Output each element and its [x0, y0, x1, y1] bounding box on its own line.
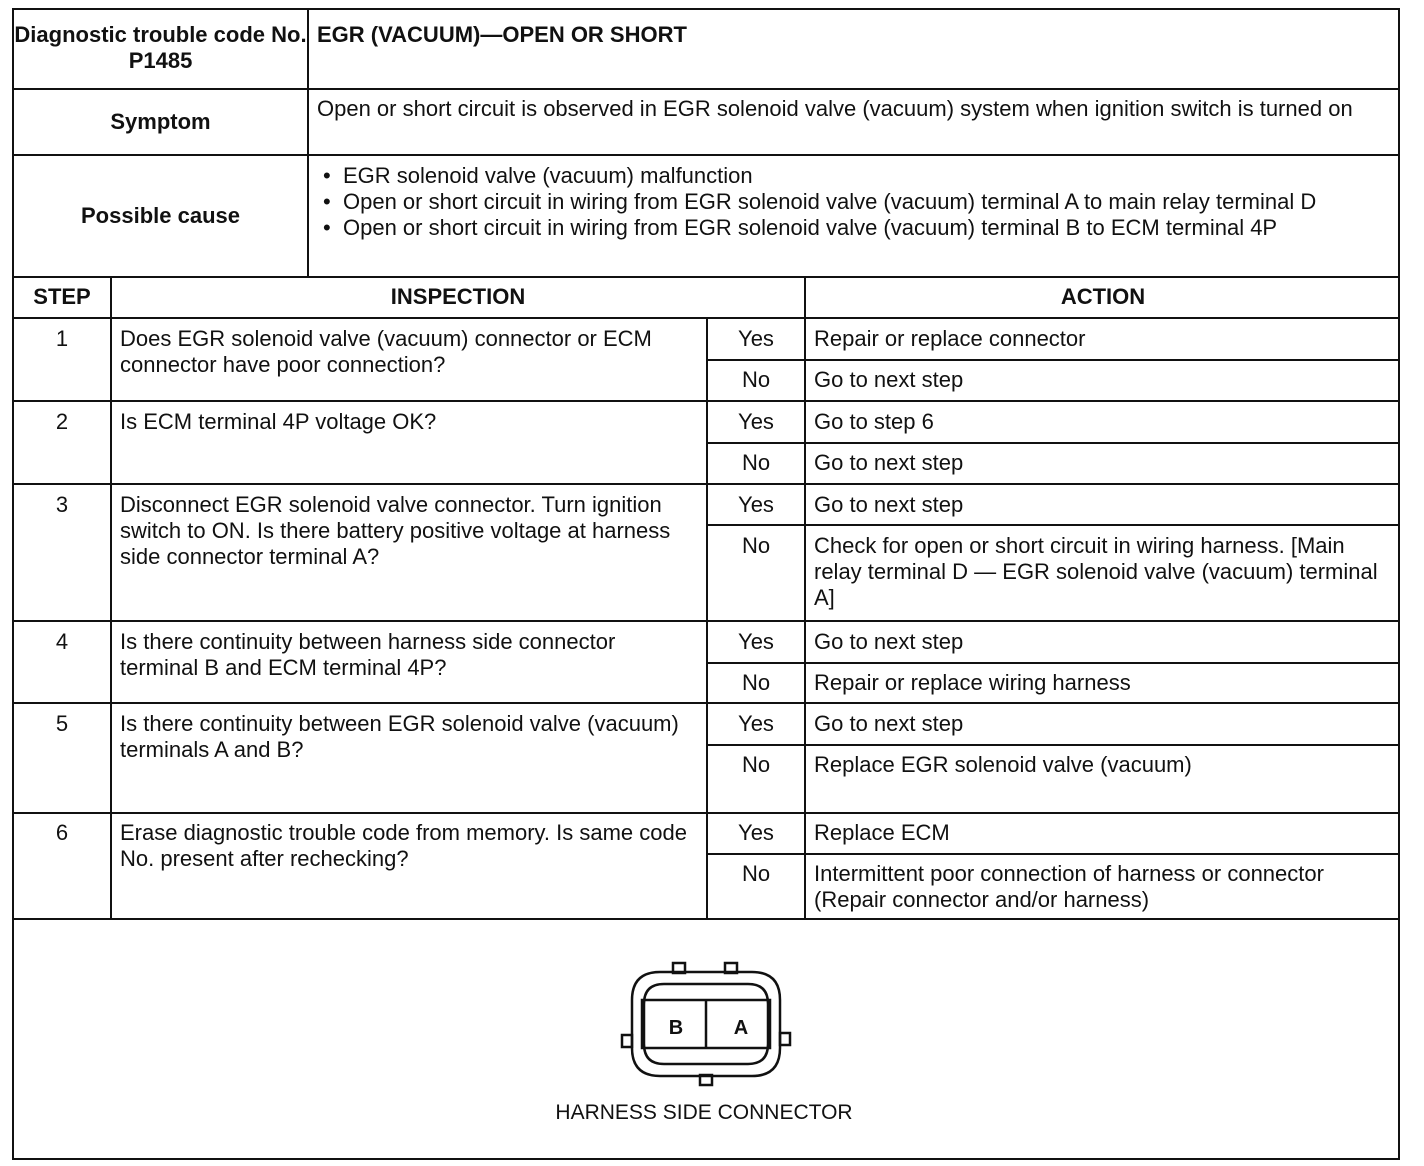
yes-label: Yes [738, 820, 774, 845]
step-number: 5 [55, 711, 69, 736]
terminal-a-label: A [733, 1017, 749, 1039]
no-label: No [741, 752, 771, 777]
inspection-text: Disconnect EGR solenoid valve connector. Turn ignition switch to ON. Is there battery positive voltage at harness side connector terminal A? [120, 492, 671, 569]
inspection-header: INSPECTION [390, 284, 526, 309]
yes-action: Go to next step [814, 492, 964, 517]
inspection-text: Erase diagnostic trouble code from memory. Is same code No. present after rechecking? [120, 820, 687, 871]
page-title: EGR (VACUUM)—OPEN OR SHORT [317, 22, 687, 47]
no-action: Replace EGR solenoid valve (vacuum) [814, 752, 1192, 777]
no-action: Go to next step [814, 367, 964, 392]
step-number: 6 [55, 820, 69, 845]
step-number: 3 [55, 492, 69, 517]
inspection-text: Is ECM terminal 4P voltage OK? [120, 409, 437, 434]
yes-action: Go to next step [814, 711, 964, 736]
step-header: STEP [33, 284, 91, 309]
step-number: 1 [55, 326, 69, 351]
no-action: Repair or replace wiring harness [814, 670, 1131, 695]
yes-action: Replace ECM [814, 820, 950, 845]
no-label: No [741, 670, 771, 695]
code-label: Diagnostic trouble code No. P1485 [14, 22, 307, 73]
yes-action: Repair or replace connector [814, 326, 1086, 351]
yes-label: Yes [738, 492, 774, 517]
action-header: ACTION [1060, 284, 1146, 309]
yes-label: Yes [738, 326, 774, 351]
inspection-text: Is there continuity between EGR solenoid valve (vacuum) terminals A and B? [120, 711, 679, 762]
connector-tab [622, 1035, 632, 1047]
yes-label: Yes [738, 629, 774, 654]
list-item: • Open or short circuit in wiring from EGR solenoid valve (vacuum) terminal A to main relay terminal D [317, 189, 1383, 215]
symptom-label: Symptom [110, 109, 211, 134]
list-item: • Open or short circuit in wiring from EGR solenoid valve (vacuum) terminal B to ECM terminal 4P [317, 215, 1383, 241]
no-label: No [741, 450, 771, 475]
inspection-text: Does EGR solenoid valve (vacuum) connector or ECM connector have poor connection? [120, 326, 652, 377]
yes-label: Yes [738, 711, 774, 736]
symptom-text: Open or short circuit is observed in EGR solenoid valve (vacuum) system when ignition switch is turned on [317, 96, 1353, 121]
connector-tab [780, 1033, 790, 1045]
no-label: No [741, 533, 771, 558]
connector-caption: HARNESS SIDE CONNECTOR [555, 1101, 853, 1124]
inspection-text: Is there continuity between harness side connector terminal B and ECM terminal 4P? [120, 629, 616, 680]
possible-cause-label: Possible cause [81, 203, 240, 228]
yes-action: Go to step 6 [814, 409, 934, 434]
step-number: 2 [55, 409, 69, 434]
step-number: 4 [55, 629, 69, 654]
yes-action: Go to next step [814, 629, 964, 654]
no-label: No [741, 367, 771, 392]
list-item: • EGR solenoid valve (vacuum) malfunction [317, 163, 1383, 189]
no-action: Go to next step [814, 450, 964, 475]
no-label: No [741, 861, 771, 886]
yes-label: Yes [738, 409, 774, 434]
no-action: Check for open or short circuit in wiring harness. [Main relay terminal D — EGR solenoid valve (vacuum) terminal A] [814, 533, 1378, 610]
no-action: Intermittent poor connection of harness or connector (Repair connector and/or harness) [814, 861, 1324, 912]
terminal-b-label: B [668, 1017, 684, 1039]
